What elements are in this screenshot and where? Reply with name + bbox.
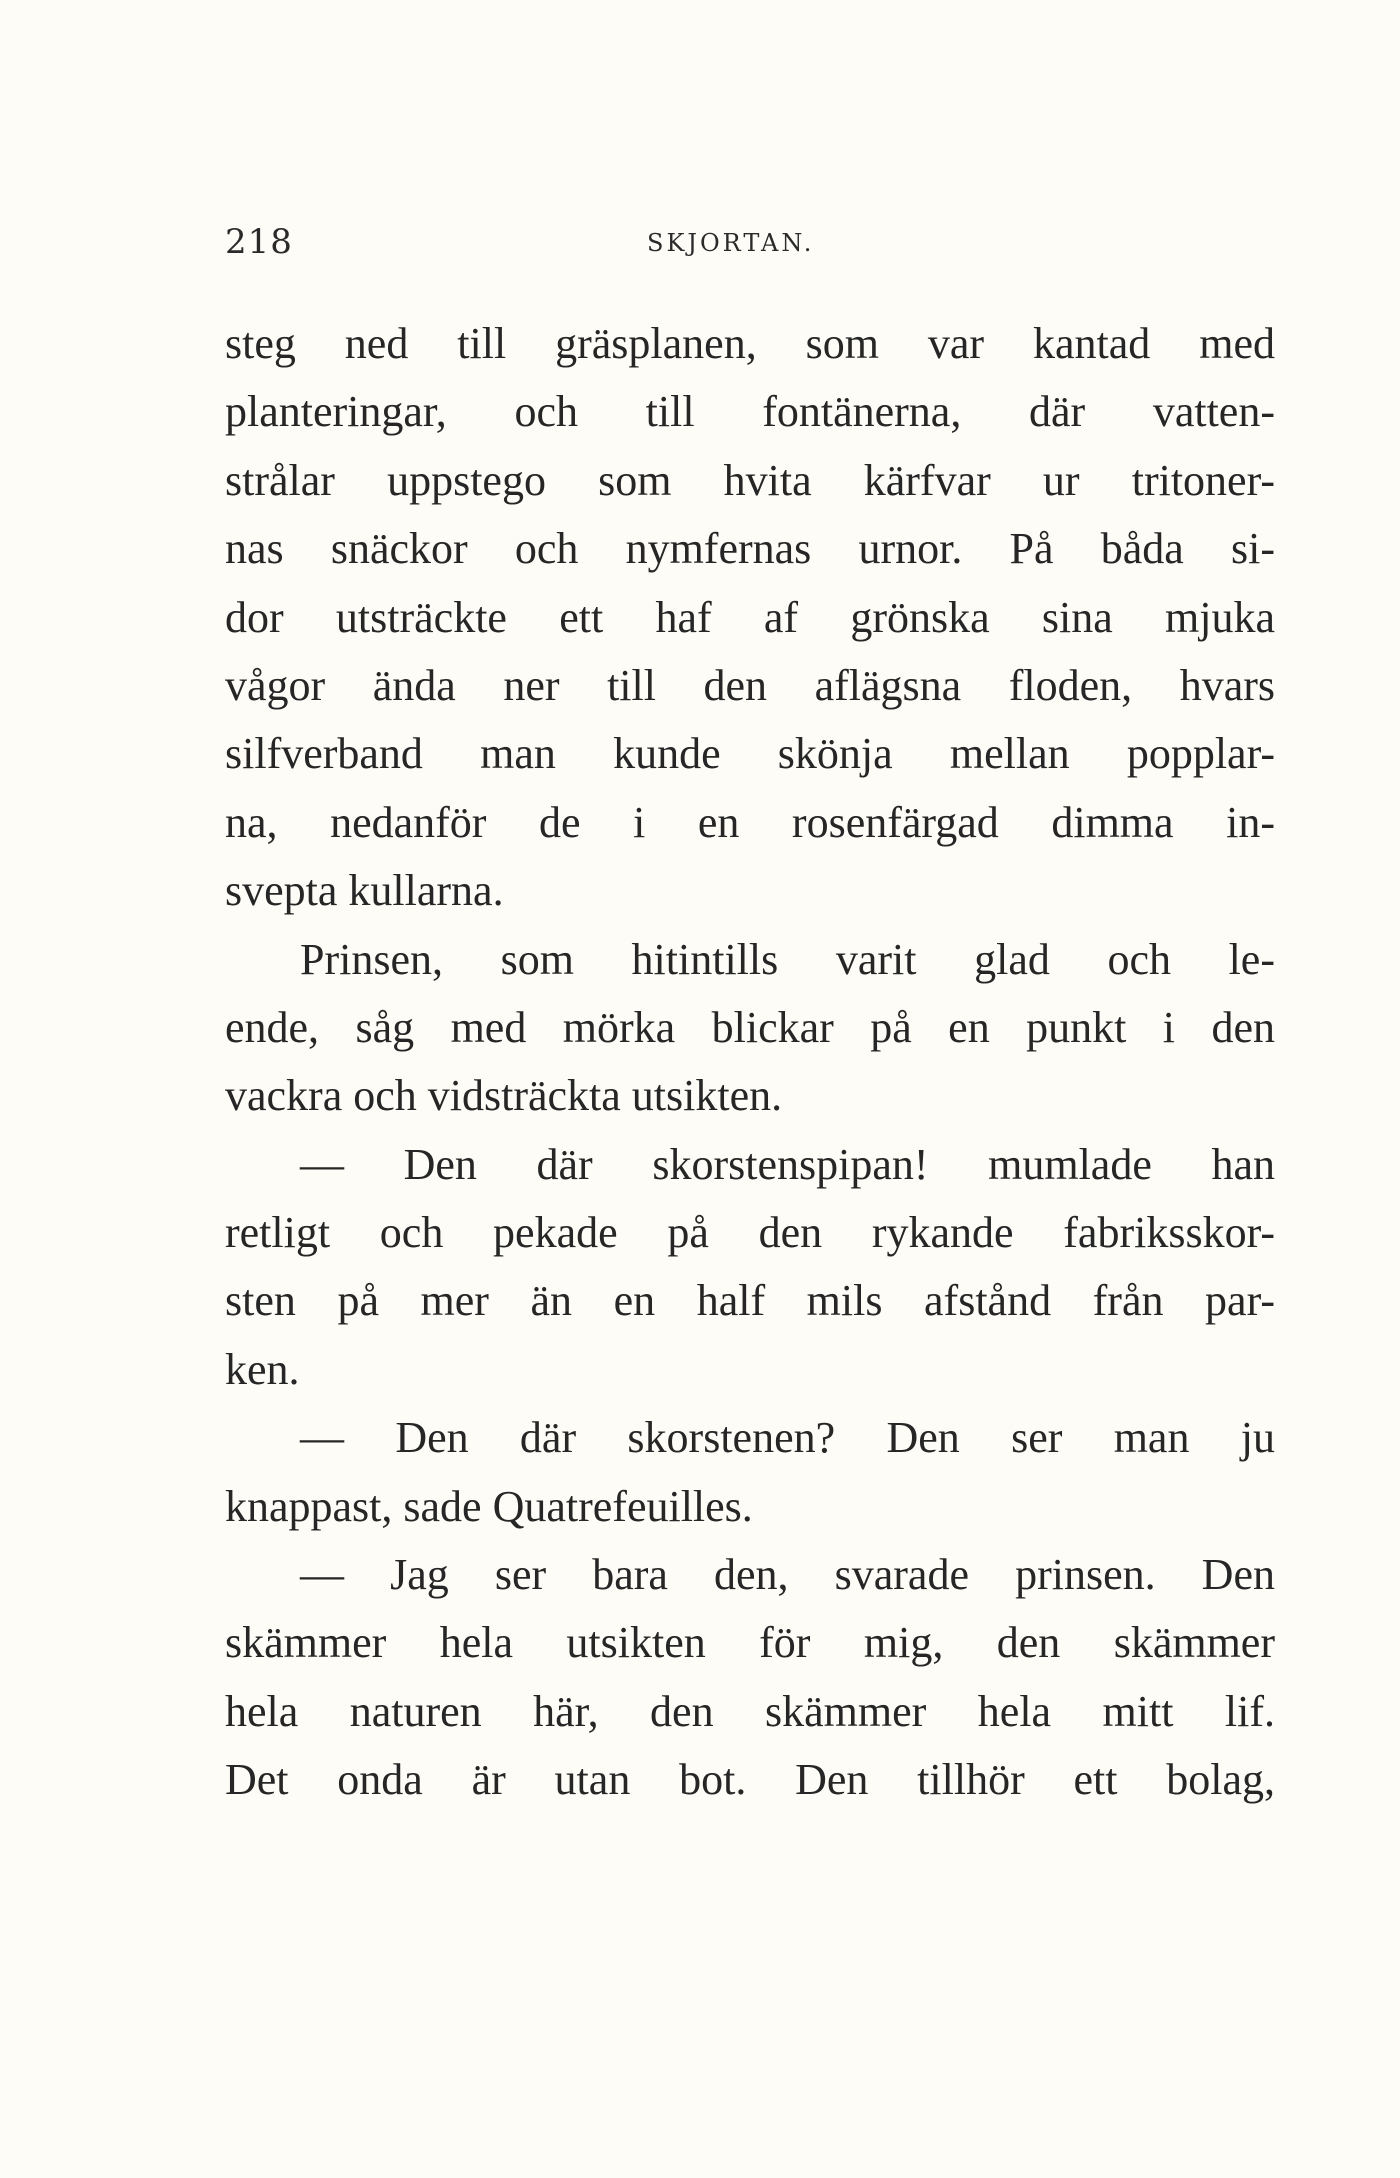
text-line: steg ned till gräsplanen, som var kantad med [225,319,1275,368]
text-line: — Den där skorstenspipan! mumlade han [300,1139,1275,1189]
text-line: vågor ända ner till den aflägsna floden, hvars [225,660,1275,710]
text-line: dor utsträckte ett haf af grönska sina mjuka [225,592,1275,642]
text-line: Det onda är utan bot. Den tillhör ett bolag, [225,1755,1275,1805]
text-line: strålar uppstego som hvita kärfvar ur tritoner- [225,455,1275,505]
text-line: retligt och pekade på den rykande fabriksskor- [225,1208,1275,1258]
text-line: — Den där skorstenen? Den ser man ju [300,1413,1275,1463]
text-line: planteringar, och till fontänerna, där vatten- [225,387,1275,437]
page-number: 218 [225,222,293,262]
page-header [225,222,1275,262]
body-text [225,310,1275,1815]
text-line: Prinsen, som hitintills varit glad och le- [300,934,1275,984]
text-line: sten på mer än en half mils afstånd från par- [225,1276,1275,1326]
text-line: — Jag ser bara den, svarade prinsen. Den [300,1550,1275,1600]
text-line: skämmer hela utsikten för mig, den skämmer [225,1618,1275,1668]
text-line: ken. [225,1344,300,1394]
text-line: nas snäckor och nymfernas urnor. På båda si- [225,524,1275,574]
text-line: svepta kullarna. [225,866,504,916]
text-line: na, nedanför de i en rosenfärgad dimma in- [225,797,1275,847]
running-head: SKJORTAN. [647,229,815,257]
text-line: vackra och vidsträckta utsikten. [225,1071,783,1121]
text-line: silfverband man kunde skönja mellan popplar- [225,729,1275,779]
text-line: hela naturen här, den skämmer hela mitt lif. [225,1686,1275,1736]
text-line: ende, såg med mörka blickar på en punkt i den [225,1002,1275,1052]
text-line: knappast, sade Quatrefeuilles. [225,1481,753,1531]
